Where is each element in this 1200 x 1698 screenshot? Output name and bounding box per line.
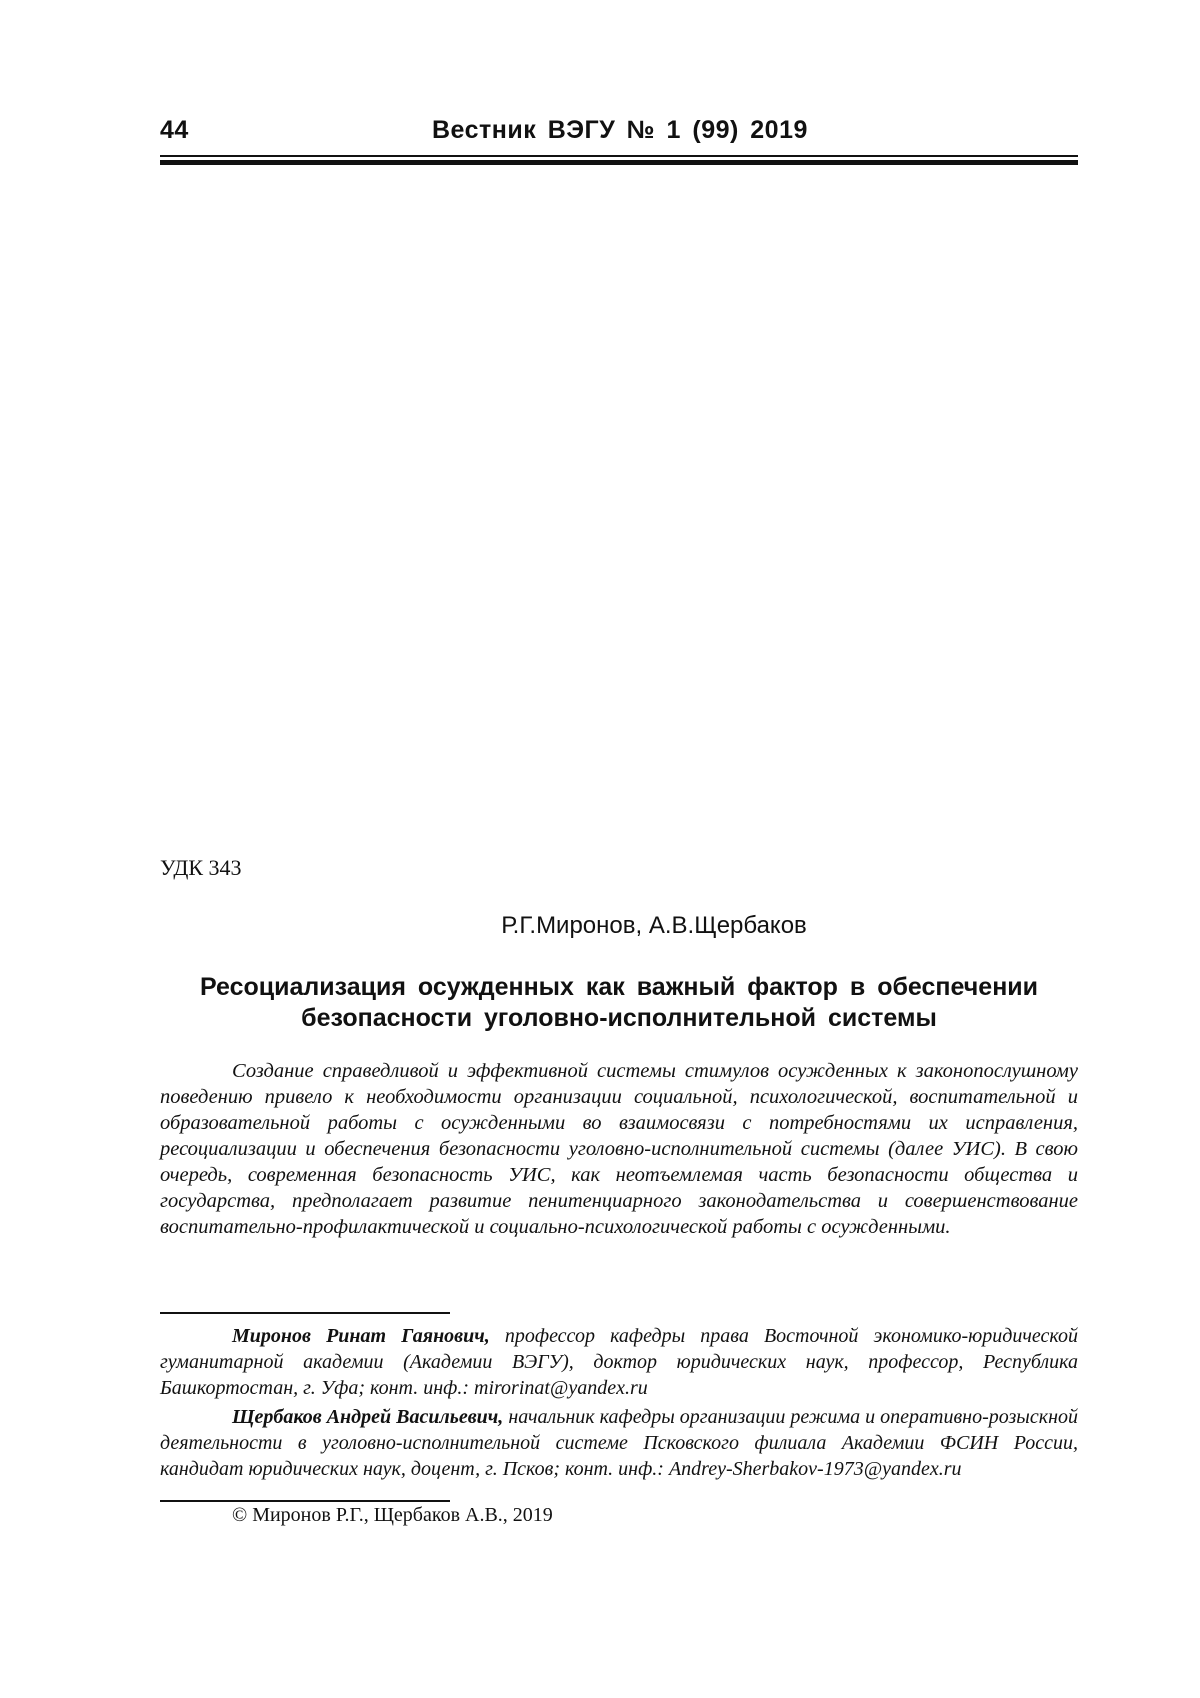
header-rule-thin [160,155,1078,157]
udk-code: УДК 343 [160,855,242,880]
article-authors: Р.Г.Миронов, А.В.Щербаков [501,912,807,939]
header-rule-thick [160,160,1078,165]
running-header [160,116,1078,166]
author-footnote [160,1323,1078,1401]
article-title [160,972,1078,1034]
author-info: начальник кафедры организации режима и оперативно-розыскной деятельности в уголовно-исполнительной системе Псковского филиала Академии ФСИН России, кандидат юридических наук, доцент, г. Псков; конт. инф.: Andrey-Sherbakov-1973@yandex.ru [160,1406,1078,1480]
author-footnote [160,1404,1078,1482]
author-info: профессор кафедры права Восточной экономико-юридической гуманитарной академии (Академии ВЭГУ), доктор юридических наук, профессор, Республика Башкортостан, г. Уфа; конт. инф.: mirorinat@yandex.ru [160,1325,1078,1399]
article-title-line-1: Ресоциализация осужденных как важный фактор в обеспечении [199,973,1039,1001]
article-title-line-2: безопасности уголовно-исполнительной системы [301,1004,937,1032]
page-number: 44 [160,116,189,144]
journal-title: Вестник ВЭГУ № 1 (99) 2019 [432,116,808,144]
copyright-notice: © Миронов Р.Г., Щербаков А.В., 2019 [232,1504,553,1526]
footnote-separator [160,1312,450,1314]
author-name: Щербаков Андрей Васильевич, [232,1406,504,1428]
abstract: Создание справедливой и эффективной системы стимулов осужденных к законопослушному поведению привело к необходимости организации социальной, психологической, воспитательной и образовательной работы с осужденными во взаимосвязи с потребностями их исправления, ресоциализации и обеспечения безопасности уголовно-исполнительной системы (далее УИС). В свою очередь, современная безопасность УИС, как неотъемлемая часть безопасности общества и государства, предполагает развитие пенитенциарного законодательства и совершенствование воспитательно-профилактической и социально-психологической работы с осужденными. [160,1060,1078,1238]
copyright-separator [160,1500,450,1502]
author-name: Миронов Ринат Гаянович, [232,1325,490,1347]
author-footnotes [160,1323,1078,1482]
